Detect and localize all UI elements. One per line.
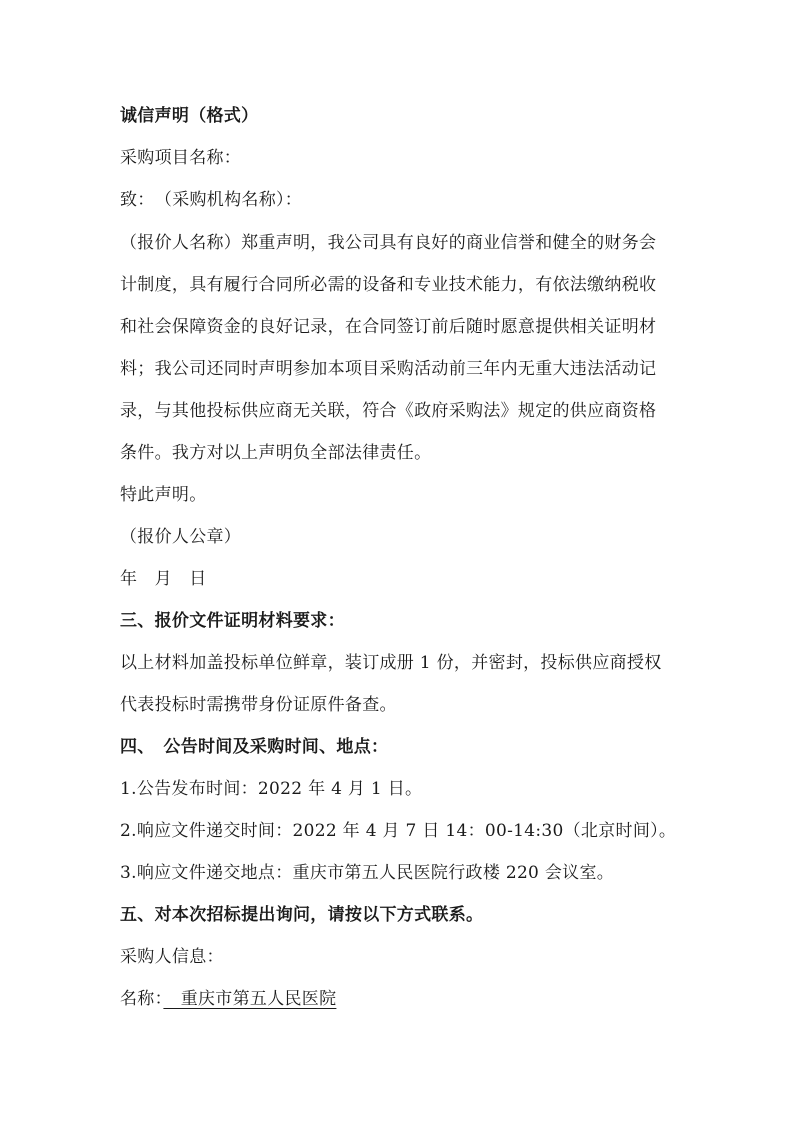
declaration-line: 录，与其他投标供应商无关联，符合《政府采购法》规定的供应商资格	[120, 401, 657, 421]
section-4-title: 四、 公告时间及采购时间、地点：	[120, 737, 389, 757]
declaration-line: 和社会保障资金的良好记录，在合同签订前后随时愿意提供相关证明材	[120, 317, 657, 337]
section-4-item: 1.公告发布时间：2022 年 4 月 1 日。	[120, 779, 423, 799]
purchaser-info-label: 采购人信息：	[120, 947, 224, 967]
declaration-line: 计制度，具有履行合同所必需的设备和专业技术能力，有依法缴纳税收	[120, 275, 657, 295]
purchaser-name-row	[120, 989, 680, 1009]
name-value: 重庆市第五人民医院	[163, 989, 337, 1009]
section-4-item: 3.响应文件递交地点：重庆市第五人民医院行政楼 220 会议室。	[120, 863, 615, 883]
declaration-line: 料；我公司还同时声明参加本项目采购活动前三年内无重大违法活动记	[120, 359, 657, 379]
section-3-line: 以上材料加盖投标单位鲜章，装订成册 1 份，并密封，投标供应商授权	[120, 653, 662, 673]
project-name-label: 采购项目名称：	[120, 148, 242, 168]
name-label: 名称：	[120, 989, 164, 1009]
section-3-line: 代表投标时需携带身份证原件备查。	[120, 695, 397, 715]
date-line: 年 月 日	[120, 569, 207, 589]
to-line: 致： （采购机构名称）：	[120, 190, 303, 210]
declaration-line: （报价人名称）郑重声明，我公司具有良好的商业信誉和健全的财务会	[120, 233, 657, 253]
integrity-title: 诚信声明（格式）	[120, 106, 259, 126]
hereby-declare: 特此声明。	[120, 485, 207, 505]
seal-line: （报价人公章）	[120, 527, 242, 547]
section-4-item: 2.响应文件递交时间：2022 年 4 月 7 日 14：00-14:30（北京时间）。	[120, 821, 677, 841]
declaration-line: 条件。我方对以上声明负全部法律责任。	[120, 443, 432, 463]
section-5-title: 五、对本次招标提出询问，请按以下方式联系。	[120, 905, 484, 925]
section-3-title: 三、报价文件证明材料要求：	[120, 611, 345, 631]
